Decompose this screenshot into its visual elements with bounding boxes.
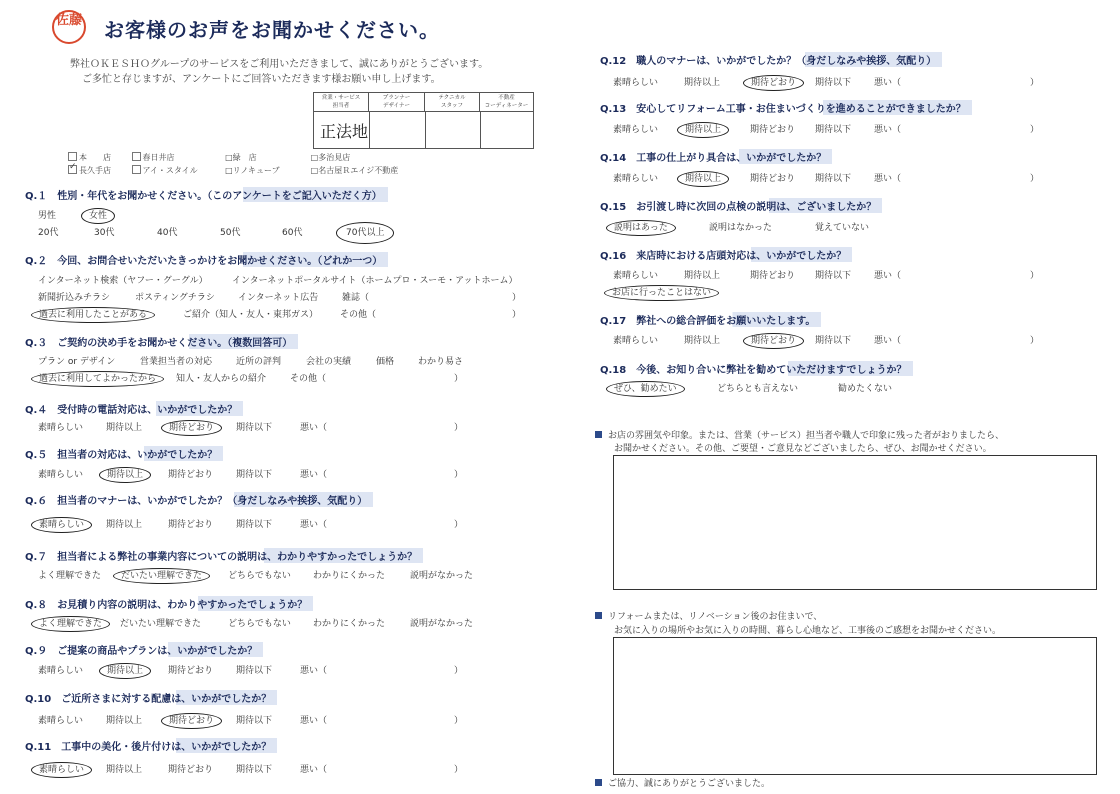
option-selected[interactable]: 素晴らしい	[40, 517, 92, 530]
question-18: Q.18 今後、お知り合いに弊社を勧めていただけますでしょうか？	[600, 361, 913, 376]
option[interactable]: 悪い（	[874, 271, 902, 281]
option[interactable]: インターネットポータルサイト（ホームプロ・スーモ・アットホーム）	[232, 276, 518, 286]
option[interactable]: 期待どおり	[168, 520, 214, 530]
option[interactable]: 期待以上	[106, 765, 143, 775]
option[interactable]: 素晴らしい	[38, 470, 84, 480]
option-selected[interactable]: お店に行ったことはない	[613, 285, 719, 298]
option-selected[interactable]: ぜひ、勧めたい	[615, 381, 685, 394]
checkbox-icon[interactable]	[68, 152, 77, 161]
option[interactable]: 素晴らしい	[613, 125, 659, 135]
comment-box-1[interactable]	[613, 455, 1097, 590]
question-12: Q.12 職人のマナーは、いかがでしたか？（身だしなみや挨拶、気配り）	[600, 52, 942, 67]
option[interactable]: 説明はなかった	[709, 223, 773, 233]
question-11: Q.11 工事中の美化・後片付けは、いかがでしたか？	[25, 738, 277, 753]
option[interactable]: 悪い（	[300, 423, 328, 433]
staff-name-handwritten: 正法地	[320, 122, 369, 141]
branch-option: アイ・スタイル	[142, 166, 198, 175]
option[interactable]: 悪い（	[874, 125, 902, 135]
option[interactable]: 期待どおり	[168, 666, 214, 676]
question-13: Q.13 安心してリフォーム工事・お住まいづくりを進めることができましたか？	[600, 100, 972, 115]
option[interactable]: 期待以下	[236, 765, 273, 775]
option[interactable]: 期待以下	[236, 470, 273, 480]
option[interactable]: 期待以下	[815, 78, 852, 88]
option[interactable]: 期待どおり	[750, 125, 796, 135]
option[interactable]: ご紹介（知人・友人・東邦ガス）	[183, 310, 319, 320]
option[interactable]: ポスティングチラシ	[135, 293, 215, 303]
company-stamp-logo: 佐藤	[52, 10, 86, 44]
paren-close: ）	[1030, 125, 1040, 135]
question-14: Q.14 工事の仕上がり具合は、いかがでしたか？	[600, 149, 832, 164]
option[interactable]: わかりにくかった	[313, 619, 386, 629]
paren-close: ）	[454, 470, 464, 480]
option-selected[interactable]: 過去に利用してよかったから	[40, 371, 164, 384]
question-8: Q.８ お見積り内容の説明は、わかりやすかったでしょうか？	[25, 596, 313, 611]
intro-line-1: 弊社ＯＫＥＳＨＯグループのサービスをご利用いただきまして、誠にありがとうございます。	[70, 59, 489, 70]
option[interactable]: 近所の評判	[236, 357, 282, 367]
option-selected[interactable]: 70代以上	[345, 225, 394, 238]
paren-close: ）	[454, 765, 464, 775]
option[interactable]: 期待以下	[815, 125, 852, 135]
paren-close: ）	[454, 520, 464, 530]
option[interactable]: 期待以上	[106, 716, 143, 726]
paren-close: ）	[1030, 78, 1040, 88]
option[interactable]: どちらとも言えない	[717, 384, 799, 394]
option[interactable]: インターネット広告	[238, 293, 319, 303]
option[interactable]: 60代	[282, 228, 303, 238]
paren-close: ）	[1030, 174, 1040, 184]
option-other[interactable]: その他（	[340, 310, 377, 320]
option-selected[interactable]: 期待どおり	[752, 75, 804, 88]
option[interactable]: 素晴らしい	[613, 271, 659, 281]
option-selected[interactable]: だいたい理解できた	[122, 568, 210, 581]
branch-option: 長久手店	[79, 166, 111, 175]
option-selected[interactable]: 説明はあった	[615, 220, 676, 233]
option[interactable]: 価格	[376, 357, 395, 367]
option[interactable]: 悪い（	[300, 765, 328, 775]
paren-close: ）	[512, 310, 522, 320]
option[interactable]: 期待以上	[106, 423, 143, 433]
option[interactable]: 悪い（	[874, 174, 902, 184]
option[interactable]: 期待以上	[684, 78, 721, 88]
option[interactable]: 素晴らしい	[613, 336, 659, 346]
square-bullet-icon	[595, 431, 602, 438]
branch-option: □緑 店	[225, 153, 257, 162]
question-5: Q.５ 担当者の対応は、いかがでしたか？	[25, 446, 223, 461]
option[interactable]: 期待以上	[106, 520, 143, 530]
comment-prompt-1: お店の雰囲気や印象。または、営業（サービス）担当者や職人で印象に残った者がおりましたら、	[595, 428, 1004, 441]
option[interactable]: 期待以上	[684, 336, 721, 346]
option[interactable]: 40代	[157, 228, 178, 238]
option-selected[interactable]: 期待どおり	[170, 713, 222, 726]
square-bullet-icon	[595, 779, 602, 786]
question-16: Q.16 来店時における店頭対応は、いかがでしたか？	[600, 247, 852, 262]
question-9: Q.９ ご提案の商品やプランは、いかがでしたか？	[25, 642, 263, 657]
option[interactable]: プラン or デザイン	[38, 357, 116, 367]
option-other[interactable]: その他（	[290, 374, 327, 384]
question-6: Q.６ 担当者のマナーは、いかがでしたか？（身だしなみや挨拶、気配り）	[25, 492, 373, 507]
option[interactable]: よく理解できた	[38, 571, 102, 581]
staff-header-realestate: 不動産 コーディネーター	[484, 95, 529, 109]
option[interactable]: 期待以下	[236, 666, 273, 676]
paren-close: ）	[454, 374, 464, 384]
option[interactable]: わかり易さ	[418, 357, 464, 367]
staff-table	[313, 92, 534, 149]
option[interactable]: 期待以下	[815, 271, 852, 281]
question-1: Q.１ 性別・年代をお聞かせください。（このアンケートをご記入いただく方）	[25, 187, 388, 202]
option[interactable]: 期待どおり	[750, 174, 796, 184]
question-4: Q.４ 受付時の電話対応は、いかがでしたか？	[25, 401, 243, 416]
option[interactable]: 期待以下	[236, 716, 273, 726]
option[interactable]: 期待どおり	[168, 765, 214, 775]
option-other[interactable]: 雑誌（	[342, 293, 370, 303]
option-selected[interactable]: 期待以上	[108, 467, 151, 480]
option-selected[interactable]: 期待以上	[686, 122, 729, 135]
option[interactable]: 期待以上	[684, 271, 721, 281]
checkbox-icon[interactable]	[132, 152, 141, 161]
option[interactable]: どちらでもない	[228, 571, 291, 581]
option[interactable]: 期待どおり	[750, 271, 796, 281]
option[interactable]: 素晴らしい	[38, 423, 84, 433]
option[interactable]: インターネット検索（ヤフー・グーグル）	[38, 276, 208, 286]
branch-row-1	[68, 152, 350, 163]
option[interactable]: 期待どおり	[168, 470, 214, 480]
paren-close: ）	[454, 716, 464, 726]
option[interactable]: 期待以下	[236, 520, 273, 530]
option-selected[interactable]: 期待どおり	[752, 333, 804, 346]
option[interactable]: 覚えていない	[815, 223, 870, 233]
intro-line-2: ご多忙と存じますが、アンケートにご回答いただきます様お願い申し上げます。	[82, 74, 441, 85]
comment-box-2[interactable]	[613, 637, 1097, 775]
branch-row-2	[68, 162, 399, 176]
comment-prompt-2: リフォームまたは、リノベーション後のお住まいで、	[595, 609, 822, 622]
option[interactable]: 悪い（	[874, 336, 902, 346]
checkbox-checked-icon[interactable]: ✓	[69, 162, 77, 172]
question-17: Q.17 弊社への総合評価をお願いいたします。	[600, 312, 821, 327]
paren-close: ）	[512, 293, 522, 303]
option[interactable]: 説明がなかった	[410, 571, 474, 581]
comment-prompt-2-line2: お気に入りの場所やお気に入りの時間、暮らし心地など、工事後のご感想をお聞かせください。	[614, 626, 1002, 636]
staff-header-technical: テクニカル スタッフ	[425, 93, 480, 111]
option-selected[interactable]: 素晴らしい	[40, 762, 92, 775]
option[interactable]: 30代	[94, 228, 115, 238]
option[interactable]: 悪い（	[300, 666, 328, 676]
option-selected[interactable]: よく理解できた	[40, 616, 110, 629]
question-3: Q.３ ご契約の決め手をお聞かせください。（複数回答可）	[25, 334, 298, 349]
thanks-message: ご協力、誠にありがとうございました。	[595, 776, 770, 789]
option[interactable]: 20代	[38, 228, 59, 238]
square-bullet-icon	[595, 612, 602, 619]
question-10: Q.10 ご近所さまに対する配慮は、いかがでしたか？	[25, 690, 277, 705]
paren-close: ）	[454, 423, 464, 433]
option[interactable]: 悪い（	[300, 520, 328, 530]
option[interactable]: 50代	[220, 228, 241, 238]
option[interactable]: 営業担当者の対応	[140, 357, 213, 367]
option-selected[interactable]: 期待どおり	[170, 420, 222, 433]
comment-prompt-1-line2: お聞かせください。その他、ご要望・ご意見などございましたら、ぜひ、お聞かせください。	[614, 444, 992, 454]
paren-close: ）	[1030, 336, 1040, 346]
option[interactable]: 悪い（	[874, 78, 902, 88]
checkbox-icon[interactable]	[132, 165, 141, 174]
option[interactable]: 新聞折込みチラシ	[38, 293, 111, 303]
branch-option: □名古屋Ｒエイジ不動産	[310, 166, 399, 175]
option[interactable]: 説明がなかった	[410, 619, 474, 629]
option[interactable]: 悪い（	[300, 716, 328, 726]
option-selected[interactable]: 女性	[90, 208, 115, 221]
option[interactable]: 知人・友人からの紹介	[176, 374, 267, 384]
option[interactable]: 会社の実績	[306, 357, 352, 367]
question-15: Q.15 お引渡し時に次回の点検の説明は、ございましたか？	[600, 198, 882, 213]
option[interactable]: 素晴らしい	[613, 78, 659, 88]
option[interactable]: 悪い（	[300, 470, 328, 480]
option[interactable]: 期待以下	[815, 336, 852, 346]
option-selected[interactable]: 期待以上	[108, 663, 151, 676]
question-2: Q.２ 今回、お問合せいただいたきっかけをお聞かせください。（どれか一つ）	[25, 252, 388, 267]
option[interactable]: 期待以下	[815, 174, 852, 184]
option-selected[interactable]: 過去に利用したことがある	[40, 307, 155, 320]
branch-option: 本 店	[79, 153, 111, 162]
option[interactable]: わかりにくかった	[313, 571, 386, 581]
option-selected[interactable]: 期待以上	[686, 171, 729, 184]
question-7: Q.７ 担当者による弊社の事業内容についての説明は、わかりやすかったでしょうか？	[25, 548, 423, 563]
option[interactable]: 素晴らしい	[38, 716, 84, 726]
option[interactable]: 期待以下	[236, 423, 273, 433]
page-title: お客様のお声をお聞かせください。	[104, 18, 440, 42]
paren-close: ）	[1030, 271, 1040, 281]
branch-option: □多治見店	[310, 153, 351, 162]
staff-header-sales: 営業・サービス 担当者	[314, 93, 369, 111]
branch-option: □リノキューブ	[225, 166, 280, 175]
staff-header-planner: プランナー デザイナー	[369, 93, 425, 111]
branch-option: 春日井店	[142, 153, 175, 162]
option[interactable]: 素晴らしい	[613, 174, 659, 184]
option[interactable]: 男性	[38, 211, 57, 221]
option[interactable]: だいたい理解できた	[120, 619, 202, 629]
option[interactable]: 素晴らしい	[38, 666, 84, 676]
paren-close: ）	[454, 666, 464, 676]
option[interactable]: 勧めたくない	[838, 384, 893, 394]
option[interactable]: どちらでもない	[228, 619, 291, 629]
